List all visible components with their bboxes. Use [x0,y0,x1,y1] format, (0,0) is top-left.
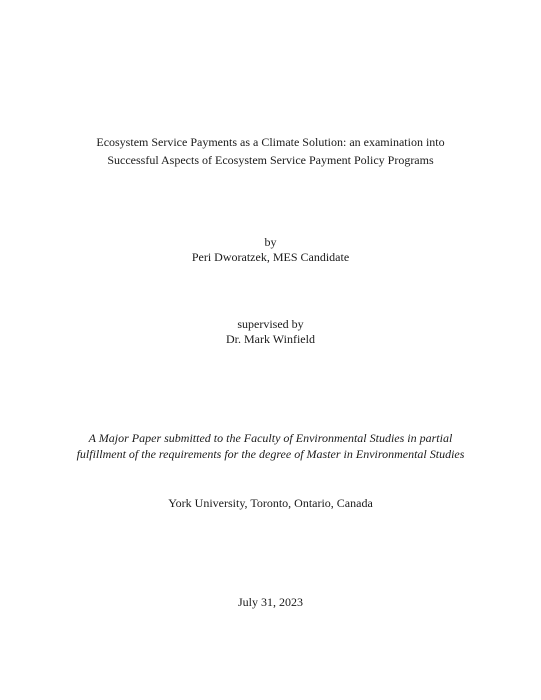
supervisor-name: Dr. Mark Winfield [226,332,315,346]
supervised-by-label: supervised by [237,317,304,331]
title-line-2: Successful Aspects of Ecosystem Service Payment Policy Programs [107,153,434,167]
institution: York University, Toronto, Ontario, Canada [168,496,373,510]
author-name: Peri Dworatzek, MES Candidate [191,250,350,264]
title-line-1: Ecosystem Service Payments as a Climate Solution: an examination into [96,135,445,149]
submission-statement-line-2: fulfillment of the requirements for the degree of Master in Environmental Studies [76,447,465,461]
by-label: by [264,235,277,249]
submission-date: July 31, 2023 [237,595,303,609]
submission-statement-line-1: A Major Paper submitted to the Faculty of Environmental Studies in partial [88,431,453,445]
